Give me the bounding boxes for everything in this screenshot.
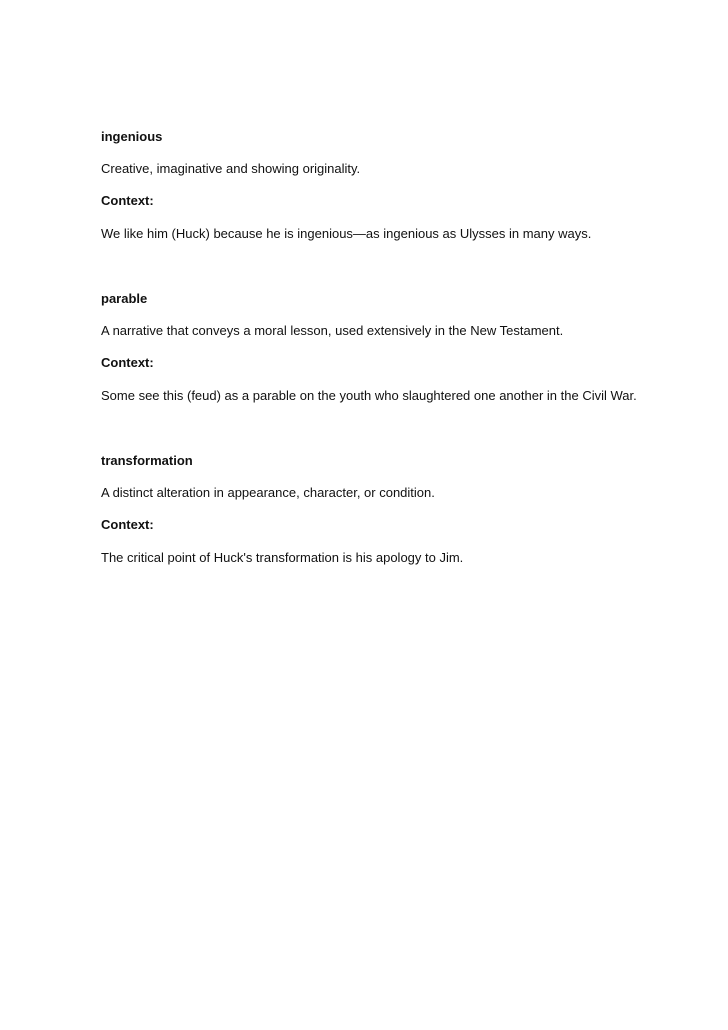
vocabulary-entry-parable [101, 289, 661, 406]
vocabulary-entry-transformation [101, 451, 661, 568]
vocabulary-list [101, 127, 661, 568]
term-heading: parable [101, 291, 148, 306]
context-label: Context: [101, 517, 154, 532]
term-definition: Creative, imaginative and showing originality. [101, 161, 361, 176]
term-definition: A narrative that conveys a moral lesson, used extensively in the New Testament. [101, 323, 564, 338]
context-label: Context: [101, 355, 154, 370]
context-sentence: We like him (Huck) because he is ingenious—as ingenious as Ulysses in many ways. [101, 226, 592, 241]
term-definition: A distinct alteration in appearance, character, or condition. [101, 485, 435, 500]
context-sentence: Some see this (feud) as a parable on the youth who slaughtered one another in the Civil War. [101, 388, 637, 403]
context-sentence: The critical point of Huck's transformation is his apology to Jim. [101, 550, 464, 565]
context-label: Context: [101, 193, 154, 208]
term-heading: ingenious [101, 129, 163, 144]
term-heading: transformation [101, 453, 193, 468]
vocabulary-entry-ingenious [101, 127, 661, 244]
